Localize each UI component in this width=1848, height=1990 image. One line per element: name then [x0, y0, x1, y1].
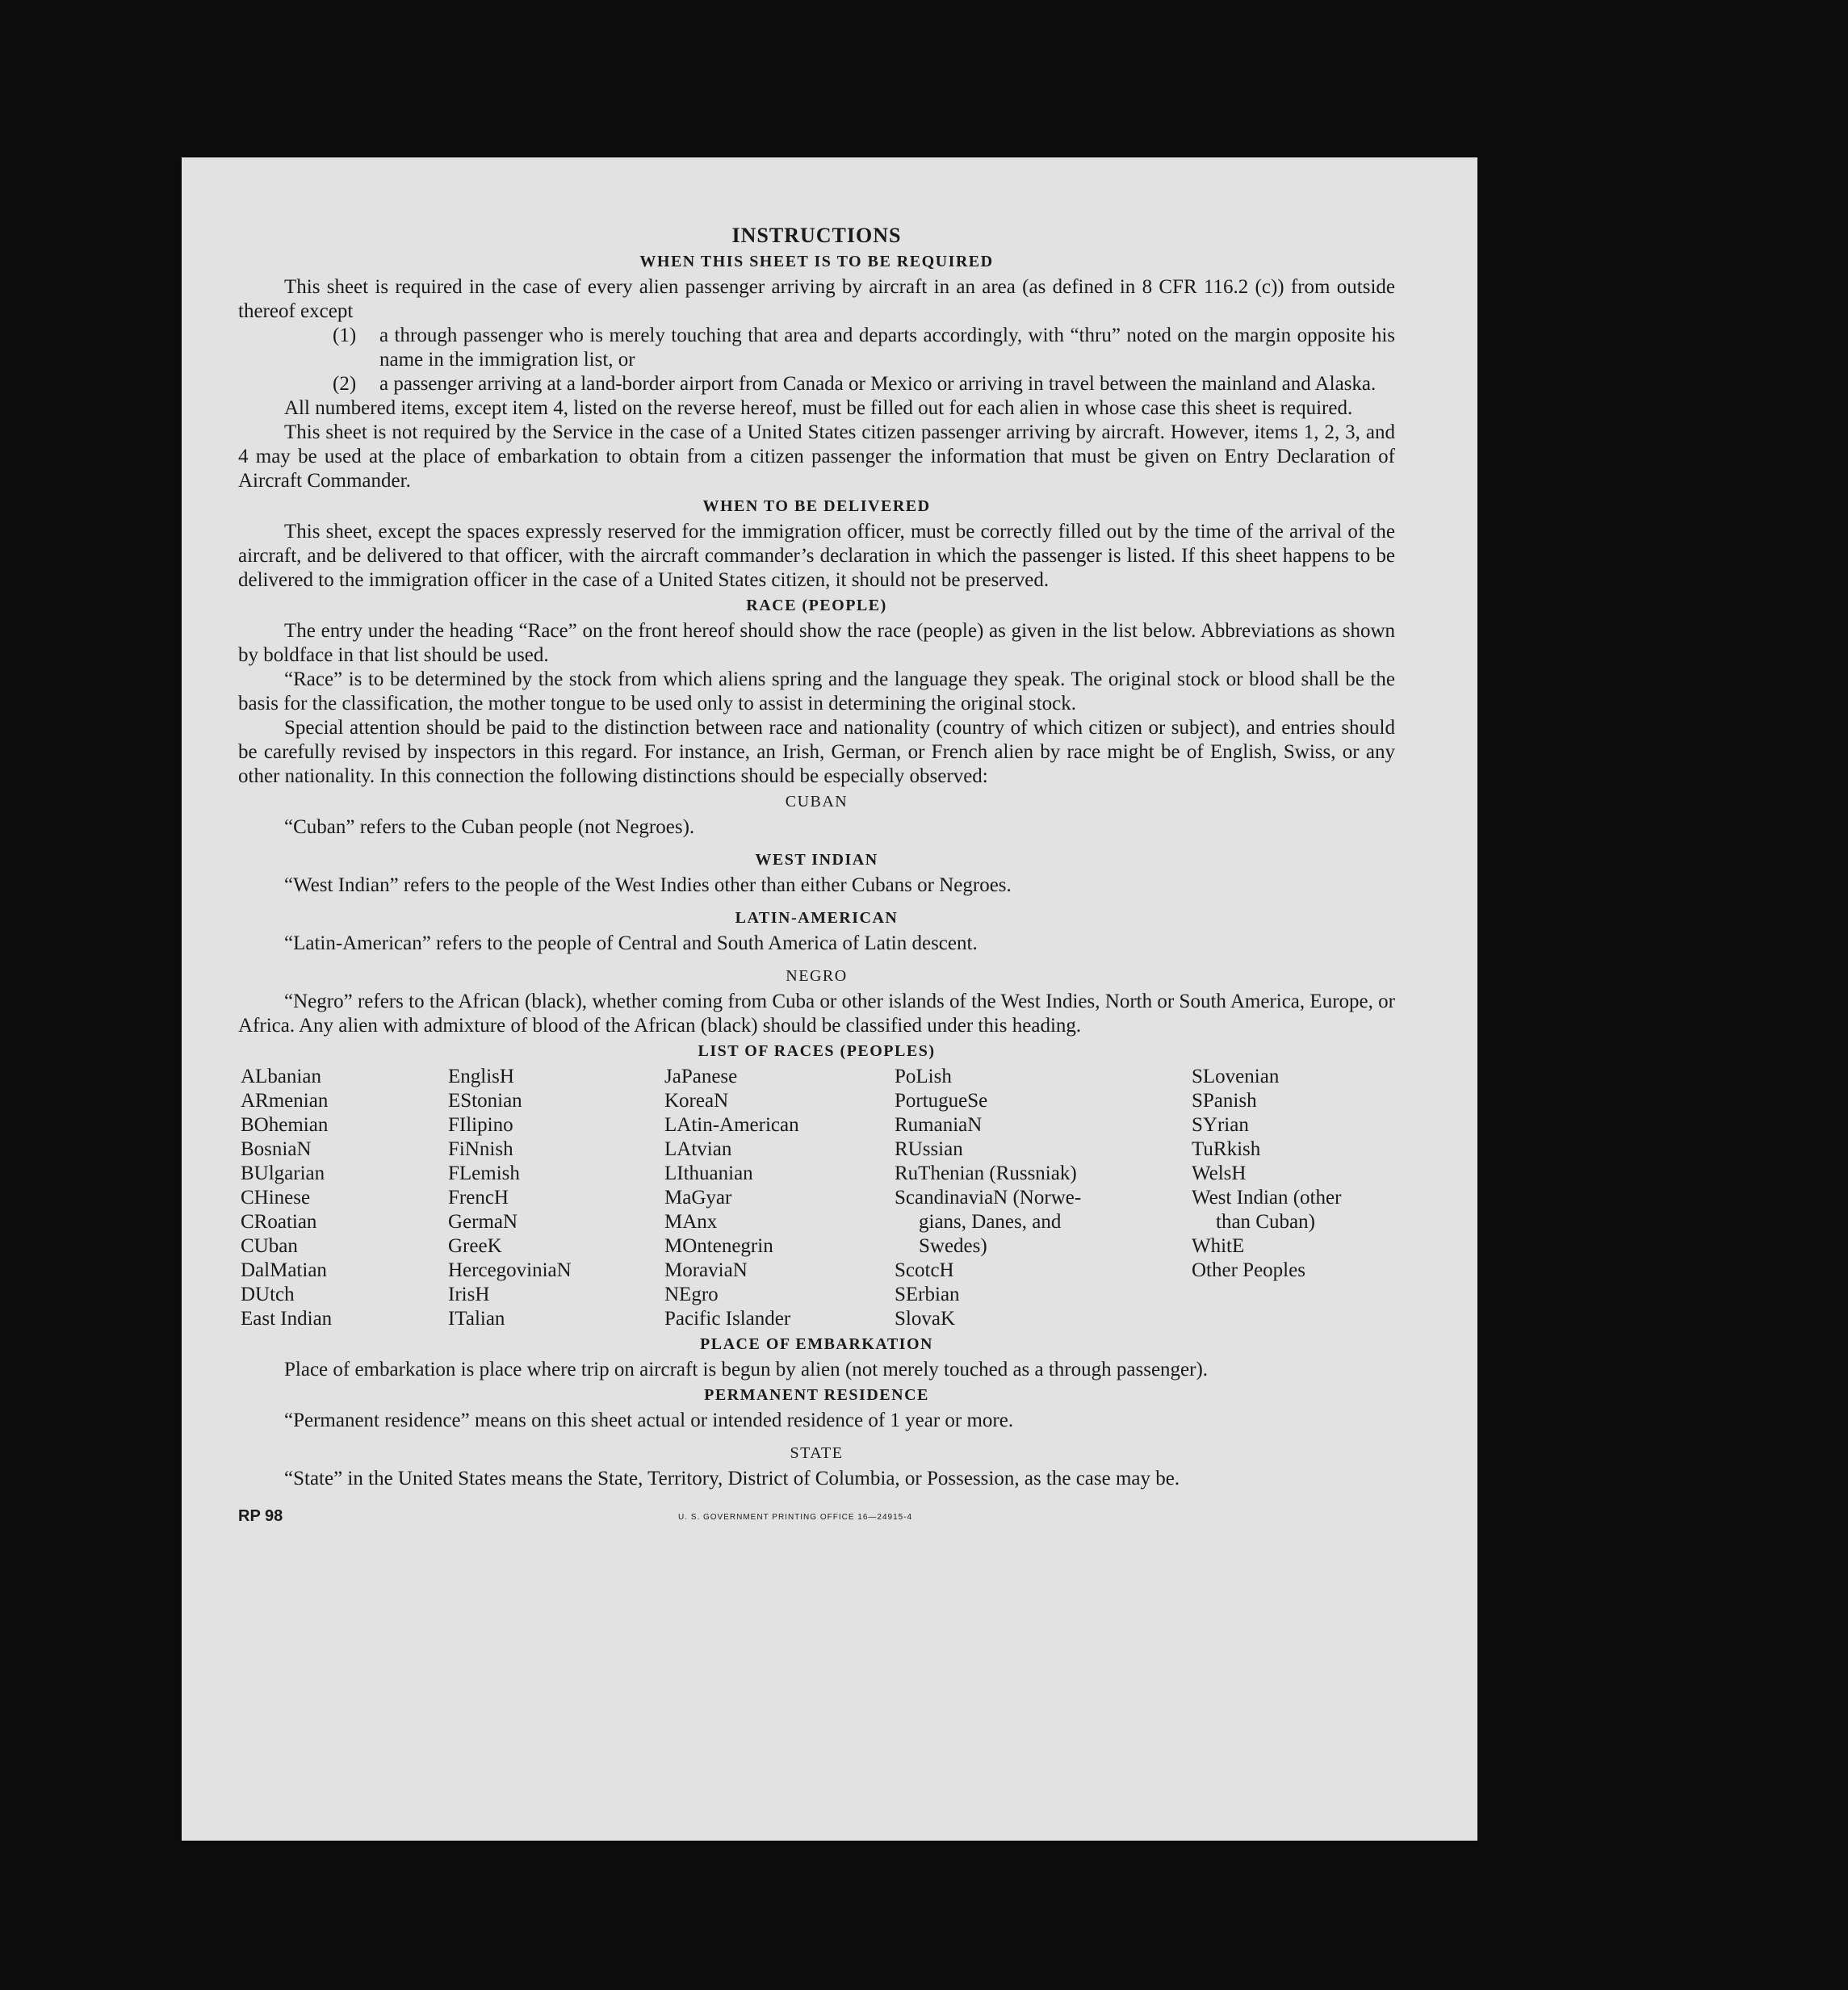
race-item: EStonian [448, 1090, 522, 1112]
heading-latin-american: LATIN-AMERICAN [735, 909, 899, 927]
heading-negro: NEGRO [786, 967, 848, 985]
definition-embarkation: Place of embarkation is place where trip on aircraft is begun by alien (not merely touched as a through passenger). [284, 1359, 1209, 1380]
race-item: West Indian (other [1192, 1187, 1342, 1209]
heading-when-required: WHEN THIS SHEET IS TO BE REQUIRED [639, 253, 994, 270]
race-item: CUban [241, 1235, 298, 1257]
race-item: ITalian [448, 1308, 505, 1330]
heading-west-indian: WEST INDIAN [755, 851, 878, 869]
race-item: DalMatian [241, 1259, 327, 1281]
race-item: East Indian [241, 1308, 333, 1330]
race-item: MaGyar [664, 1187, 732, 1209]
paragraph-citizen: This sheet is not required by the Service in the case of a United States citizen passenger arriving by aircraft. However, items 1, 2, 3, and 4 may be used at the place of embarkation to obtain from a citizen passenger the information that must be given on Entry Declaration of Aircraft Commander. [238, 421, 1395, 492]
paragraph-race-nationality: Special attention should be paid to the distinction between race and nationality (country of which citizen or subject), and entries should be carefully revised by inspectors in this regard. For instance, an Irish, German, or French alien by race might be of English, Swiss, or any other nationality. In this connection the following distinctions should be especially observed: [238, 717, 1395, 787]
races-list [238, 1065, 1395, 1331]
race-item: RumaniaN [895, 1114, 983, 1136]
races-column-1 [238, 1065, 448, 1331]
exception-item-2 [333, 372, 1395, 396]
race-item: RUssian [895, 1138, 963, 1160]
item-text: a passenger arriving at a land-border airport from Canada or Mexico or arriving in travel between the mainland and Alaska. [379, 373, 1377, 395]
race-item: MOntenegrin [664, 1235, 773, 1257]
definition-state: “State” in the United States means the State, Territory, District of Columbia, or Possession, as the case may be. [284, 1468, 1180, 1489]
races-column-3 [664, 1065, 895, 1331]
race-item-continuation: gians, Danes, and [919, 1211, 1062, 1233]
race-item: BOhemian [241, 1114, 329, 1136]
race-item: TuRkish [1192, 1138, 1261, 1160]
race-item: ScotcH [895, 1259, 954, 1281]
race-item: CRoatian [241, 1211, 317, 1233]
paragraph-delivered: This sheet, except the spaces expressly reserved for the immigration officer, must be correctly filled out by the time of the arrival of the aircraft, and be delivered to that officer, with the aircraft commander’s declaration in which the passenger is listed. If this sheet happens to be delivered to the immigration officer in the case of a United States citizen, it should not be preserved. [238, 521, 1395, 591]
printer-imprint: U. S. GOVERNMENT PRINTING OFFICE 16—24915-4 [678, 1513, 913, 1522]
item-number: (2) [333, 373, 357, 395]
race-item: EnglisH [448, 1066, 514, 1087]
race-item: GermaN [448, 1211, 518, 1233]
race-item: LAtin-American [664, 1114, 799, 1136]
race-item: IrisH [448, 1284, 490, 1305]
race-item-continuation: Swedes) [919, 1235, 987, 1257]
race-item: LIthuanian [664, 1163, 753, 1184]
definition-cuban: “Cuban” refers to the Cuban people (not Negroes). [284, 816, 695, 838]
heading-race: RACE (PEOPLE) [746, 597, 887, 614]
race-item: SYrian [1192, 1114, 1249, 1136]
definition-negro: “Negro” refers to the African (black), whether coming from Cuba or other islands of the West Indies, North or South America, Europe, or Africa. Any alien with admixture of blood of the African (black) should be classified under this heading. [238, 991, 1395, 1037]
race-item: ScandinaviaN (Norwe- [895, 1187, 1082, 1209]
race-item: Pacific Islander [664, 1308, 791, 1330]
heading-races-list: LIST OF RACES (PEOPLES) [698, 1042, 936, 1060]
paragraph-race-entry: The entry under the heading “Race” on the front hereof should show the race (people) as given in the list below. Abbreviations as shown by boldface in that list should be used. [238, 620, 1395, 666]
race-item: MAnx [664, 1211, 718, 1233]
race-item: RuThenian (Russniak) [895, 1163, 1077, 1184]
race-item: Other Peoples [1192, 1259, 1305, 1281]
race-item: HercegoviniaN [448, 1259, 572, 1281]
race-item: LAtvian [664, 1138, 732, 1160]
document-footer [238, 1504, 1395, 1536]
heading-permanent-residence: PERMANENT RESIDENCE [704, 1386, 929, 1404]
race-item-continuation: than Cuban) [1216, 1211, 1315, 1233]
exception-item-1 [333, 324, 1395, 372]
race-item: KoreaN [664, 1090, 729, 1112]
document-content [238, 224, 1395, 1536]
definition-west-indian: “West Indian” refers to the people of the West Indies other than either Cubans or Negroes. [284, 874, 1012, 896]
race-item: SPanish [1192, 1090, 1257, 1112]
race-item: SlovaK [895, 1308, 955, 1330]
race-item: NEgro [664, 1284, 719, 1305]
race-item: FLemish [448, 1163, 520, 1184]
race-item: PortugueSe [895, 1090, 988, 1112]
definition-latin-american: “Latin-American” refers to the people of Central and South America of Latin descent. [284, 932, 978, 954]
race-item: FIlipino [448, 1114, 513, 1136]
race-item: BosniaN [241, 1138, 312, 1160]
heading-state: STATE [790, 1444, 844, 1462]
race-item: SLovenian [1192, 1066, 1280, 1087]
race-item: GreeK [448, 1235, 502, 1257]
heading-cuban: CUBAN [785, 793, 849, 811]
heading-embarkation: PLACE OF EMBARKATION [700, 1335, 933, 1353]
form-id: RP 98 [238, 1507, 283, 1525]
races-column-4 [895, 1065, 1192, 1331]
race-item: WelsH [1192, 1163, 1247, 1184]
race-item: WhitE [1192, 1235, 1245, 1257]
race-item: PoLish [895, 1066, 952, 1087]
races-column-5 [1192, 1065, 1395, 1331]
races-column-2 [448, 1065, 664, 1331]
race-item: BUlgarian [241, 1163, 325, 1184]
definition-permanent-residence: “Permanent residence” means on this sheet actual or intended residence of 1 year or more. [284, 1410, 1014, 1431]
race-item: JaPanese [664, 1066, 738, 1087]
race-item: SErbian [895, 1284, 960, 1305]
race-item: DUtch [241, 1284, 295, 1305]
paragraph-numbered-items: All numbered items, except item 4, listed on the reverse hereof, must be filled out for each alien in whose case this sheet is required. [284, 397, 1353, 419]
race-item: ARmenian [241, 1090, 329, 1112]
document-title: INSTRUCTIONS [731, 224, 902, 247]
race-item: FiNnish [448, 1138, 513, 1160]
race-item: ALbanian [241, 1066, 321, 1087]
race-item: FrencH [448, 1187, 509, 1209]
paragraph-required: This sheet is required in the case of every alien passenger arriving by aircraft in an area (as defined in 8 CFR 116.2 (c)) from outside thereof except [238, 276, 1395, 322]
race-item: CHinese [241, 1187, 311, 1209]
item-text: a through passenger who is merely touching that area and departs accordingly, with “thru” noted on the margin opposite his name in the immigration list, or [379, 325, 1395, 371]
race-item: MoraviaN [664, 1259, 748, 1281]
document-sheet [182, 157, 1477, 1841]
heading-when-delivered: WHEN TO BE DELIVERED [702, 497, 931, 515]
item-number: (1) [333, 325, 357, 346]
paragraph-race-stock: “Race” is to be determined by the stock from which aliens spring and the language they speak. The original stock or blood shall be the basis for the classification, the mother tongue to be used only to assist in determining the original stock. [238, 668, 1395, 714]
